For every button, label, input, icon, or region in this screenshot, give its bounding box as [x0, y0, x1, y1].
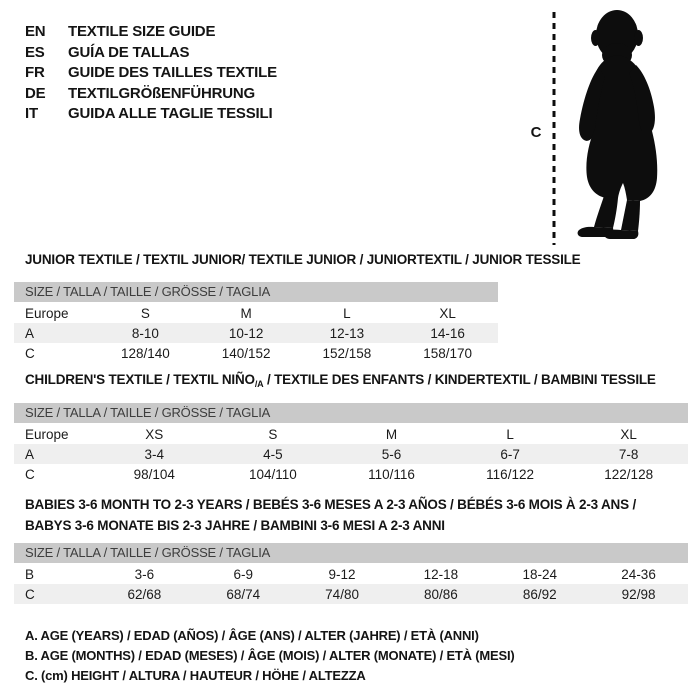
size-value-cell: 92/98	[621, 586, 656, 602]
section-title-text: / TEXTILE DES ENFANTS / KINDERTEXTIL / BAMBINI TESSILE	[263, 372, 656, 387]
size-value-cell: 140/152	[221, 345, 271, 361]
size-table-row	[14, 584, 688, 604]
language-code: ES	[25, 43, 45, 61]
size-table-row	[14, 323, 498, 343]
section-title-babies	[25, 494, 636, 536]
size-value-cell: M	[240, 305, 252, 321]
size-value-cell: 74/80	[325, 586, 359, 602]
size-value-cell: 3-4	[144, 446, 165, 462]
language-row	[25, 43, 277, 64]
size-table-row	[14, 303, 498, 323]
language-row	[25, 84, 277, 105]
language-code: IT	[25, 105, 38, 122]
size-value-cell: XS	[145, 426, 164, 442]
size-value-cell: 116/122	[486, 466, 534, 482]
size-value-cell: 14-16	[430, 325, 465, 341]
size-value-cell: 3-6	[134, 566, 155, 582]
footnote-age-months: B. AGE (MONTHS) / EDAD (MESES) / ÂGE (MOIS) / ALTER (MONATE) / ETÀ (MESI)	[25, 648, 515, 663]
section-title-line: BABIES 3-6 MONTH TO 2-3 YEARS / BEBÉS 3-6 MESES A 2-3 AÑOS / BÉBÉS 3-6 MOIS À 2-3 ANS /	[25, 497, 636, 512]
size-value-cell: 122/128	[604, 466, 654, 482]
size-table	[14, 564, 688, 604]
row-label-cell: C	[25, 586, 35, 602]
size-value-cell: 152/158	[322, 345, 372, 361]
guide-title: GUIDE DES TAILLES TEXTILE	[68, 64, 277, 81]
size-value-cell: 12-13	[329, 325, 365, 341]
size-table-row	[14, 464, 688, 484]
size-value-cell: 128/140	[120, 345, 170, 361]
size-header-bar: SIZE / TALLA / TAILLE / GRÖSSE / TAGLIA	[14, 403, 688, 423]
size-value-cell: 68/74	[226, 586, 261, 602]
size-value-cell: 62/68	[127, 586, 162, 602]
row-label-cell: A	[25, 446, 35, 462]
row-label-cell: C	[25, 345, 35, 361]
guide-title: GUÍA DE TALLAS	[68, 43, 190, 61]
language-row	[25, 22, 277, 43]
section-title-text: CHILDREN'S TEXTILE / TEXTIL NIÑO	[25, 372, 255, 387]
size-table-row	[14, 424, 688, 444]
size-value-cell: 6-7	[500, 446, 520, 462]
row-label-cell: B	[25, 566, 35, 582]
footnote-age-years: A. AGE (YEARS) / EDAD (AÑOS) / ÂGE (ANS) / ALTER (JAHRE) / ETÀ (ANNI)	[25, 628, 479, 643]
size-table	[14, 303, 498, 363]
size-table-row	[14, 564, 688, 584]
row-label-cell: C	[25, 466, 35, 482]
language-code: FR	[25, 64, 45, 81]
height-dashed-line-icon	[552, 12, 556, 245]
size-value-cell: 5-6	[381, 446, 402, 462]
size-value-cell: XL	[439, 305, 456, 321]
height-measure-label: C	[530, 124, 542, 141]
section-title-junior: JUNIOR TEXTILE / TEXTIL JUNIOR/ TEXTILE JUNIOR / JUNIORTEXTIL / JUNIOR TESSILE	[25, 252, 581, 267]
section-title-children	[25, 372, 656, 389]
size-table-row	[14, 343, 498, 363]
size-value-cell: 12-18	[423, 566, 459, 582]
row-label-cell: Europe	[25, 305, 69, 321]
babies-size-table	[14, 543, 688, 604]
size-value-cell: L	[343, 305, 351, 321]
size-value-cell: S	[140, 305, 150, 321]
language-code: EN	[25, 23, 46, 40]
junior-size-table	[14, 282, 498, 363]
size-value-cell: XL	[620, 426, 637, 442]
size-header-bar: SIZE / TALLA / TAILLE / GRÖSSE / TAGLIA	[14, 543, 688, 563]
row-label-cell: A	[25, 325, 35, 341]
toddler-silhouette-icon	[563, 9, 667, 247]
language-code: DE	[25, 84, 46, 102]
language-row	[25, 63, 277, 84]
size-value-cell: 86/92	[522, 586, 557, 602]
guide-title: GUIDA ALLE TAGLIE TESSILI	[68, 105, 273, 122]
size-value-cell: 18-24	[522, 566, 557, 582]
language-row	[25, 104, 277, 125]
size-table-row	[14, 444, 688, 464]
size-value-cell: 10-12	[228, 325, 264, 341]
section-title-line: BABYS 3-6 MONATE BIS 2-3 JAHRE / BAMBINI 3-6 MESI A 2-3 ANNI	[25, 518, 445, 533]
size-header-bar: SIZE / TALLA / TAILLE / GRÖSSE / TAGLIA	[14, 282, 498, 302]
guide-title: TEXTILGRÖßENFÜHRUNG	[68, 84, 256, 102]
size-value-cell: 9-12	[328, 566, 356, 582]
size-value-cell: M	[385, 426, 398, 442]
size-value-cell: 8-10	[131, 325, 159, 341]
size-value-cell: S	[268, 426, 278, 442]
size-value-cell: 110/116	[368, 466, 415, 482]
size-value-cell: 80/86	[424, 586, 458, 602]
size-value-cell: 104/110	[248, 466, 297, 482]
size-value-cell: 98/104	[133, 466, 175, 482]
language-title-list	[25, 22, 277, 125]
size-value-cell: 158/170	[423, 345, 473, 361]
guide-title: TEXTILE SIZE GUIDE	[68, 23, 216, 40]
size-table	[14, 424, 688, 484]
size-value-cell: 6-9	[233, 566, 253, 582]
children-size-table	[14, 403, 688, 484]
size-value-cell: 7-8	[618, 446, 639, 462]
row-label-cell: Europe	[25, 426, 69, 442]
size-value-cell: 24-36	[621, 566, 656, 582]
size-value-cell: 4-5	[263, 446, 283, 462]
footnote-height: C. (cm) HEIGHT / ALTURA / HAUTEUR / HÖHE / ALTEZZA	[25, 668, 366, 683]
size-value-cell: L	[506, 426, 514, 442]
section-title-subscript: /A	[254, 379, 264, 389]
footnote-legend	[25, 626, 515, 686]
